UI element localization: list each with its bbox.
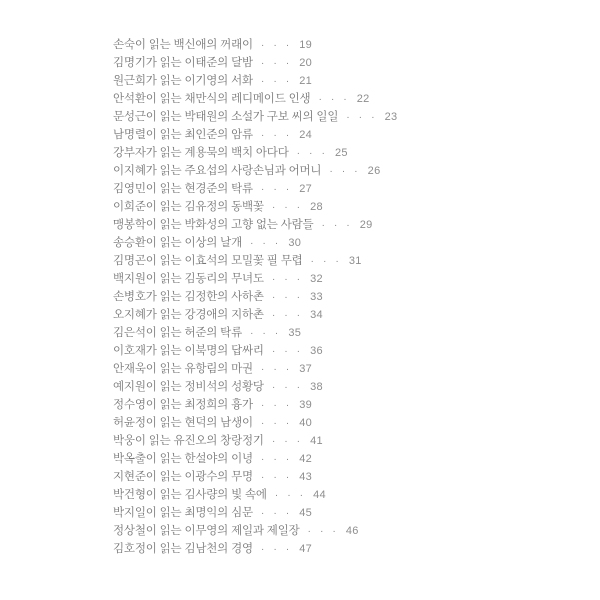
toc-page-number: 46	[345, 525, 359, 537]
toc-entry	[113, 234, 397, 252]
toc-dots-separator: · · ·	[249, 327, 282, 339]
toc-dots-separator: · · ·	[346, 111, 378, 123]
toc-dots-separator: · · ·	[260, 471, 293, 483]
toc-entry-text: 오지혜가 읽는 강경애의 지하촌	[113, 309, 264, 321]
toc-entry	[113, 252, 397, 270]
toc-dots-separator: · · ·	[260, 75, 293, 87]
toc-entry-text: 박웅이 읽는 유진오의 창랑정기	[113, 435, 264, 447]
toc-entry-text: 허윤정이 읽는 현덕의 남생이	[113, 417, 253, 429]
toc-dots-separator: · · ·	[249, 237, 282, 249]
toc-page-number: 43	[299, 471, 313, 483]
toc-entry-text: 맹봉학이 읽는 박화성의 고향 없는 사람들	[113, 219, 314, 231]
toc-dots-separator: · · ·	[329, 165, 361, 177]
toc-entry-text: 남명렬이 읽는 최인준의 암류	[113, 129, 253, 141]
toc-entry-text: 박지일이 읽는 최명익의 심문	[113, 507, 253, 519]
toc-page-number: 30	[288, 237, 302, 249]
toc-dots-separator: · · ·	[260, 363, 293, 375]
toc-entry-text: 이호재가 읽는 이북명의 답싸리	[113, 345, 264, 357]
toc-entry	[113, 180, 397, 198]
toc-entry-text: 정수영이 읽는 최정희의 흉가	[113, 399, 253, 411]
toc-entry	[113, 216, 397, 234]
toc-entry-text: 손병호가 읽는 김정한의 사하촌	[113, 291, 264, 303]
toc-entry-text: 백지원이 읽는 김동리의 무녀도	[113, 273, 264, 285]
toc-entry	[113, 360, 397, 378]
toc-dots-separator: · · ·	[274, 489, 307, 501]
toc-page-number: 31	[348, 255, 362, 267]
toc-entry	[113, 414, 397, 432]
toc-entry-text: 김호정이 읽는 김남천의 경영	[113, 543, 253, 555]
toc-entry-text: 김명기가 읽는 이태준의 달밤	[113, 57, 253, 69]
toc-page-number: 19	[299, 39, 313, 51]
toc-dots-separator: · · ·	[260, 129, 293, 141]
toc-page-number: 35	[288, 327, 302, 339]
toc-entry	[113, 450, 397, 468]
toc-page-number: 32	[310, 273, 323, 285]
toc-page-number: 37	[299, 363, 313, 375]
toc-page-number: 25	[334, 147, 348, 159]
toc-entry	[113, 270, 397, 288]
toc-page-number: 26	[367, 165, 381, 177]
toc-dots-separator: · · ·	[271, 381, 304, 393]
toc-entry	[113, 540, 397, 558]
toc-page-number: 29	[359, 219, 373, 231]
toc-entry	[113, 162, 397, 180]
toc-entry-text: 김은석이 읽는 허준의 탁류	[113, 327, 242, 339]
toc-dots-separator: · · ·	[260, 57, 293, 69]
toc-entry	[113, 198, 397, 216]
toc-page-number: 27	[299, 183, 313, 195]
toc-dots-separator: · · ·	[271, 291, 304, 303]
toc-entry	[113, 522, 397, 540]
toc-entry	[113, 54, 397, 72]
toc-page-number: 40	[299, 417, 313, 429]
toc-entry	[113, 432, 397, 450]
toc-page-number: 21	[299, 75, 313, 87]
toc-page-number: 23	[384, 111, 398, 123]
toc-page-number: 24	[299, 129, 313, 141]
toc-dots-separator: · · ·	[260, 399, 293, 411]
toc-entry-text: 안석환이 읽는 채만식의 레디메이드 인생	[113, 93, 311, 105]
toc-page-number: 39	[299, 399, 313, 411]
toc-entry-text: 지현준이 읽는 이광수의 무명	[113, 471, 253, 483]
toc-dots-separator: · · ·	[307, 525, 339, 537]
toc-dots-separator: · · ·	[260, 39, 293, 51]
toc-entry-text: 손숙이 읽는 백신애의 꺼래이	[113, 39, 253, 51]
table-of-contents	[113, 36, 397, 558]
toc-entry	[113, 90, 397, 108]
toc-dots-separator: · · ·	[271, 201, 304, 213]
toc-page-number: 20	[299, 57, 313, 69]
toc-entry-text: 예지원이 읽는 정비석의 성황당	[113, 381, 264, 393]
toc-page-number: 45	[299, 507, 313, 519]
toc-entry-text: 이지혜가 읽는 주요섭의 사랑손님과 어머니	[113, 165, 322, 177]
toc-entry-text: 원근희가 읽는 이기영의 서화	[113, 75, 253, 87]
toc-entry	[113, 342, 397, 360]
toc-entry	[113, 396, 397, 414]
toc-entry	[113, 144, 397, 162]
toc-entry	[113, 468, 397, 486]
toc-entry-text: 김영민이 읽는 현경준의 탁류	[113, 183, 253, 195]
toc-page-number: 36	[310, 345, 323, 357]
toc-dots-separator: · · ·	[260, 507, 293, 519]
toc-dots-separator: · · ·	[271, 309, 304, 321]
toc-page-number: 34	[310, 309, 323, 321]
toc-dots-separator: · · ·	[271, 273, 304, 285]
toc-entry	[113, 378, 397, 396]
toc-dots-separator: · · ·	[321, 219, 353, 231]
toc-dots-separator: · · ·	[296, 147, 328, 159]
toc-entry-text: 박건형이 읽는 김사량의 빛 속에	[113, 489, 267, 501]
toc-dots-separator: · · ·	[260, 417, 293, 429]
toc-entry	[113, 504, 397, 522]
toc-page-number: 33	[310, 291, 323, 303]
toc-entry	[113, 72, 397, 90]
toc-dots-separator: · · ·	[271, 435, 304, 447]
toc-page-number: 47	[299, 543, 313, 555]
toc-dots-separator: · · ·	[260, 543, 293, 555]
toc-entry-text: 안재욱이 읽는 유항림의 마권	[113, 363, 253, 375]
toc-page-number: 38	[310, 381, 323, 393]
toc-entry-text: 박옥출이 읽는 한설야의 이녕	[113, 453, 253, 465]
toc-dots-separator: · · ·	[318, 93, 350, 105]
toc-page-number: 42	[299, 453, 313, 465]
toc-entry	[113, 36, 397, 54]
toc-entry-text: 강부자가 읽는 계용묵의 백치 아다다	[113, 147, 289, 159]
toc-entry-text: 문성근이 읽는 박태원의 소설가 구보 씨의 일일	[113, 111, 339, 123]
toc-page-number: 22	[356, 93, 370, 105]
toc-dots-separator: · · ·	[271, 345, 304, 357]
toc-entry	[113, 306, 397, 324]
toc-dots-separator: · · ·	[260, 183, 293, 195]
toc-entry-text: 송승환이 읽는 이상의 날개	[113, 237, 242, 249]
toc-entry-text: 김명곤이 읽는 이효석의 모밀꽃 필 무렵	[113, 255, 303, 267]
toc-page-number: 44	[313, 489, 326, 501]
toc-entry	[113, 288, 397, 306]
toc-entry-text: 이희준이 읽는 김유정의 동백꽃	[113, 201, 264, 213]
toc-entry	[113, 126, 397, 144]
toc-entry	[113, 486, 397, 504]
toc-dots-separator: · · ·	[260, 453, 293, 465]
toc-entry	[113, 324, 397, 342]
toc-page-number: 41	[310, 435, 323, 447]
toc-page-number: 28	[310, 201, 323, 213]
toc-dots-separator: · · ·	[310, 255, 342, 267]
toc-entry	[113, 108, 397, 126]
toc-entry-text: 정상철이 읽는 이무영의 제일과 제일장	[113, 525, 300, 537]
